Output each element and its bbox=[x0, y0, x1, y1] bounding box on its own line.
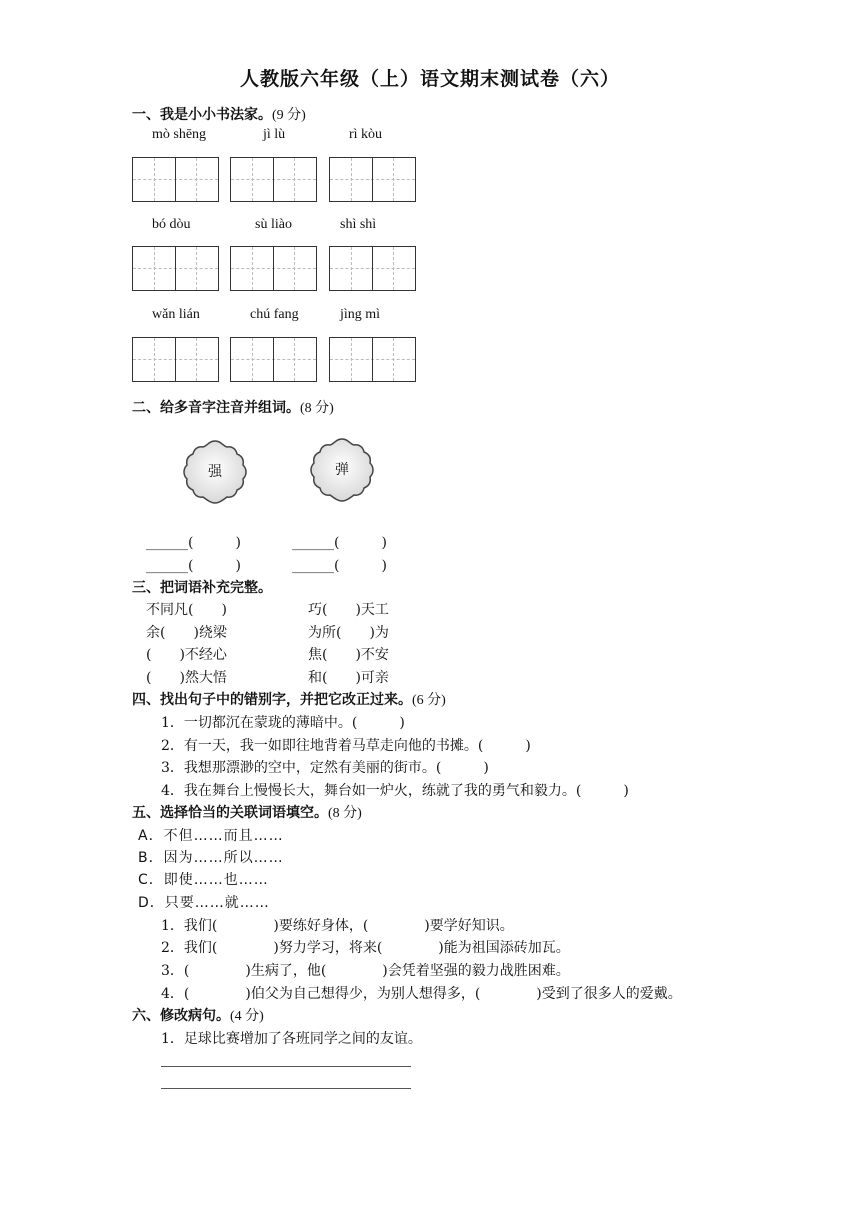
pinyin-label: jì lù bbox=[263, 127, 286, 142]
pinyin-label: wǎn lián bbox=[152, 307, 200, 322]
pinyin-label: mò shēng bbox=[152, 127, 207, 142]
section-5-heading bbox=[132, 802, 362, 822]
option-item: C．即使……也…… bbox=[138, 872, 269, 888]
pinyin-label: jìng mì bbox=[340, 307, 381, 322]
section-2-title: 二、给多音字注音并组词。 bbox=[132, 400, 300, 416]
section-3-heading: 三、把词语补充完整。 bbox=[132, 580, 272, 596]
question-item: 1．我们( )要练好身体，( )要学好知识。 bbox=[161, 918, 514, 934]
page-title: 人教版六年级（上）语文期末测试卷（六） bbox=[239, 68, 620, 90]
answer-line[interactable] bbox=[161, 1066, 411, 1067]
writing-grid[interactable] bbox=[230, 157, 317, 202]
polyphone-char: 强 bbox=[208, 464, 222, 480]
question-item: 4．( )伯父为自己想得少，为别人想得多，( )受到了很多人的爱戴。 bbox=[161, 986, 682, 1002]
section-4-title: 四、找出句子中的错别字，并把它改正过来。 bbox=[132, 692, 412, 708]
section-1-points: (9 分) bbox=[272, 108, 306, 123]
idiom-blank[interactable]: ( )然大悟 bbox=[146, 670, 227, 686]
pinyin-label: rì kòu bbox=[349, 127, 383, 142]
pinyin-label: shì shì bbox=[340, 217, 377, 232]
polyphone-char: 弹 bbox=[335, 462, 349, 478]
question-item: 3．我想那漂渺的空中，定然有美丽的街市。( ) bbox=[161, 760, 489, 776]
option-item: B．因为……所以…… bbox=[138, 850, 284, 866]
option-item: D．只要……就…… bbox=[138, 895, 270, 911]
section-6-points: (4 分) bbox=[230, 1009, 264, 1024]
section-5-points: (8 分) bbox=[328, 806, 362, 821]
section-1-title: 一、我是小小书法家。 bbox=[132, 107, 272, 123]
idiom-blank[interactable]: 焦( )不安 bbox=[308, 647, 389, 663]
section-4-heading bbox=[132, 689, 446, 709]
section-1-heading bbox=[132, 104, 306, 124]
idiom-blank[interactable]: 余( )绕梁 bbox=[146, 625, 227, 641]
section-2-heading bbox=[132, 397, 334, 417]
question-item: 4．我在舞台上慢慢长大，舞台如一炉火，练就了我的勇气和毅力。( ) bbox=[161, 783, 629, 799]
answer-line[interactable] bbox=[161, 1088, 411, 1089]
section-6-title: 六、修改病句。 bbox=[132, 1008, 230, 1024]
section-4-points: (6 分) bbox=[412, 693, 446, 708]
cloud-shape bbox=[181, 438, 249, 506]
option-item: A．不但……而且…… bbox=[138, 828, 284, 844]
pinyin-blank[interactable]: ______( ) bbox=[146, 558, 241, 574]
writing-grid[interactable] bbox=[132, 157, 219, 202]
writing-grid[interactable] bbox=[230, 337, 317, 382]
pinyin-label: sù liào bbox=[255, 217, 292, 232]
question-item: 3．( )生病了，他( )会凭着坚强的毅力战胜困难。 bbox=[161, 963, 570, 979]
section-2-points: (8 分) bbox=[300, 401, 334, 416]
question-item: 1．足球比赛增加了各班同学之间的友谊。 bbox=[161, 1031, 422, 1047]
writing-grid[interactable] bbox=[329, 157, 416, 202]
section-6-heading bbox=[132, 1005, 264, 1025]
pinyin-blank[interactable]: ______( ) bbox=[292, 535, 387, 551]
cloud-shape bbox=[308, 436, 376, 504]
question-item: 2．有一天，我一如即往地背着马草走向他的书摊。( ) bbox=[161, 738, 531, 754]
question-item: 1．一切都沉在蒙珑的薄暗中。( ) bbox=[161, 715, 405, 731]
idiom-blank[interactable]: 和( )可亲 bbox=[308, 670, 389, 686]
pinyin-label: chú fang bbox=[250, 307, 299, 322]
idiom-blank[interactable]: 为所( )为 bbox=[308, 625, 389, 641]
idiom-blank[interactable]: 巧( )天工 bbox=[308, 602, 389, 618]
idiom-blank[interactable]: ( )不经心 bbox=[146, 647, 227, 663]
pinyin-label: bó dòu bbox=[152, 217, 191, 232]
writing-grid[interactable] bbox=[329, 246, 416, 291]
pinyin-blank[interactable]: ______( ) bbox=[292, 558, 387, 574]
writing-grid[interactable] bbox=[132, 337, 219, 382]
question-item: 2．我们( )努力学习，将来( )能为祖国添砖加瓦。 bbox=[161, 940, 570, 956]
writing-grid[interactable] bbox=[230, 246, 317, 291]
idiom-blank[interactable]: 不同凡( ) bbox=[146, 602, 227, 618]
pinyin-blank[interactable]: ______( ) bbox=[146, 535, 241, 551]
writing-grid[interactable] bbox=[329, 337, 416, 382]
section-5-title: 五、选择恰当的关联词语填空。 bbox=[132, 805, 328, 821]
writing-grid[interactable] bbox=[132, 246, 219, 291]
